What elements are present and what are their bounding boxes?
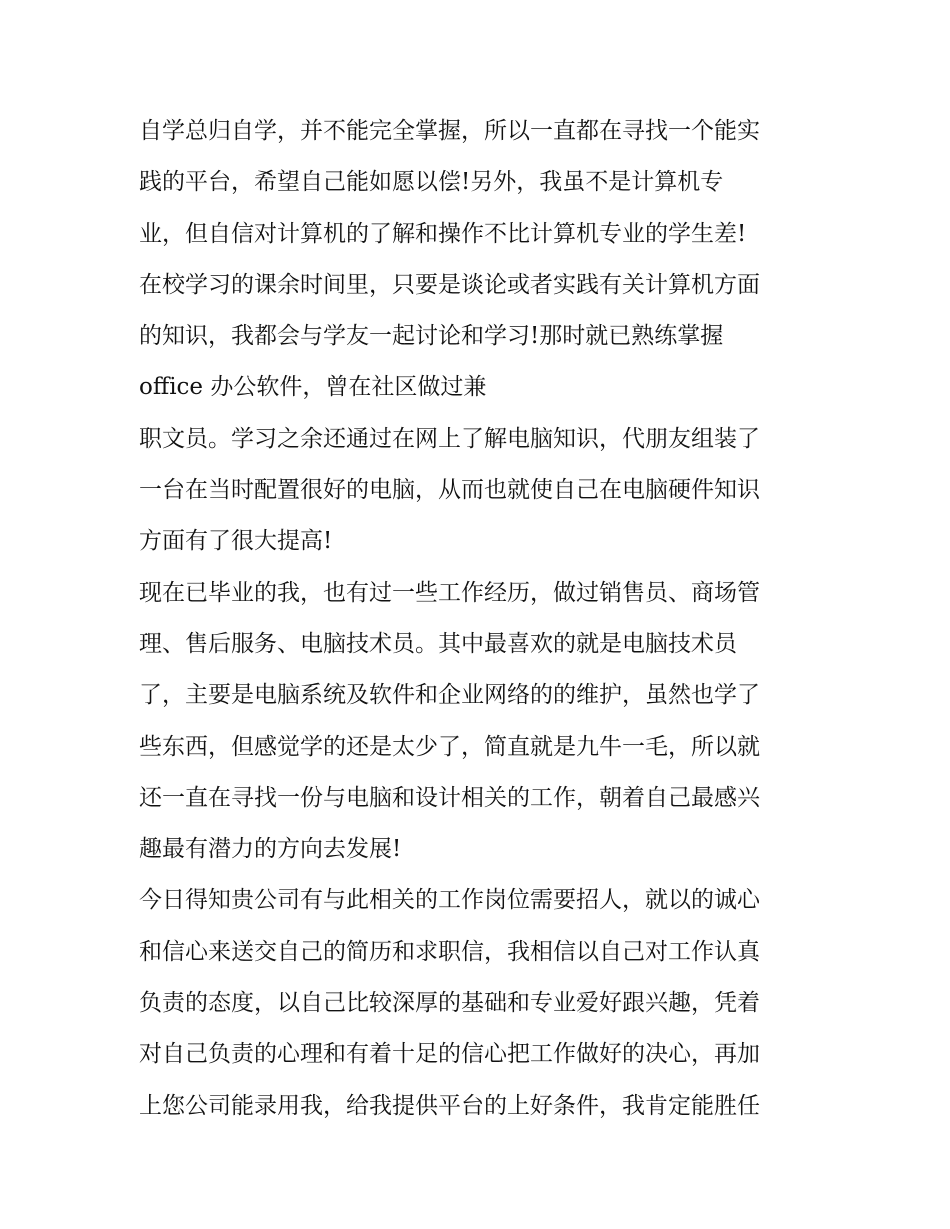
text-line: 方面有了很大提高! <box>139 528 333 555</box>
text-line: 了，主要是电脑系统及软件和企业网络的的维护，虽然也学了 <box>139 682 760 709</box>
text-line: office 办公软件，曾在社区做过兼 <box>139 374 487 401</box>
text-line: 还一直在寻找一份与电脑和设计相关的工作，朝着自己最感兴 <box>139 784 760 811</box>
text-line: 趣最有潜力的方向去发展! <box>139 836 402 863</box>
text-line: 一台在当时配置很好的电脑，从而也就使自己在电脑硬件知识 <box>139 477 760 504</box>
text-line: 理、售后服务、电脑技术员。其中最喜欢的就是电脑技术员 <box>139 630 737 657</box>
text-line: 上您公司能录用我，给我提供平台的上好条件，我肯定能胜任 <box>139 1092 760 1119</box>
text-line: 职文员。学习之余还通过在网上了解电脑知识，代朋友组装了 <box>139 425 760 452</box>
text-line: 业，但自信对计算机的了解和操作不比计算机专业的学生差! <box>139 220 747 247</box>
text-line: 对自己负责的心理和有着十足的信心把工作做好的决心，再加 <box>139 1041 760 1068</box>
text-line: 践的平台，希望自己能如愿以偿!另外，我虽不是计算机专 <box>139 169 724 196</box>
text-line: 些东西，但感觉学的还是太少了，简直就是九牛一毛，所以就 <box>139 733 760 760</box>
document-body <box>139 106 819 1132</box>
text-line: 现在已毕业的我，也有过一些工作经历，做过销售员、商场管 <box>139 579 760 606</box>
text-line: 在校学习的课余时间里，只要是谈论或者实践有关计算机方面 <box>139 271 760 298</box>
text-line: 今日得知贵公司有与此相关的工作岗位需要招人，就以的诚心 <box>139 887 760 914</box>
text-line: 的知识，我都会与学友一起讨论和学习!那时就已熟练掌握 <box>139 323 724 350</box>
text-line: 自学总归自学，并不能完全掌握，所以一直都在寻找一个能实 <box>139 118 760 144</box>
text-line: 和信心来送交自己的简历和求职信，我相信以自己对工作认真 <box>139 938 760 965</box>
text-line: 负责的态度，以自己比较深厚的基础和专业爱好跟兴趣，凭着 <box>139 990 760 1017</box>
